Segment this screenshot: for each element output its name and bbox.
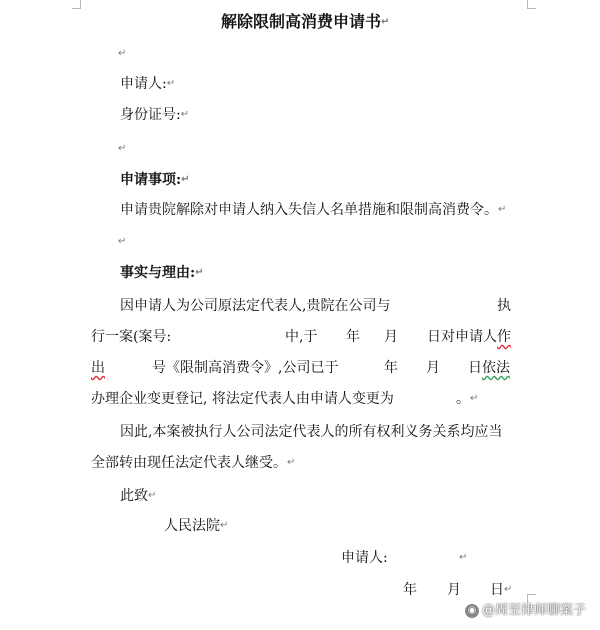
applicant-label: 申请人: (120, 76, 167, 92)
paragraph-mark-icon: ↵ (180, 109, 190, 120)
paragraph-mark-icon: ↵ (498, 204, 507, 215)
applicant-line (120, 74, 175, 94)
facts-line-3e-text: 日 (468, 360, 482, 376)
request-heading-text: 申请事项: (120, 172, 182, 188)
facts-heading (120, 263, 204, 283)
date-day-text: 日 (490, 582, 504, 598)
spell-flagged-word: 作 (497, 329, 511, 345)
facts-heading-text: 事实与理由: (120, 265, 196, 281)
date-year: 年 (403, 582, 417, 598)
date-day (490, 580, 512, 600)
facts-line-3a: 出 (91, 360, 105, 376)
watermark-logo-icon: ◉ (465, 604, 479, 618)
paragraph-mark-icon: ↵ (195, 267, 204, 278)
paragraph-mark-icon: ↵ (181, 174, 190, 185)
paragraph-mark-icon: ↵ (148, 490, 157, 501)
facts-line-2d: 月 (384, 329, 398, 345)
paragraph-mark-icon: ↵ (118, 236, 127, 247)
facts-line-2b: 中,于 (285, 329, 318, 345)
paragraph-mark-icon: ↵ (118, 143, 127, 154)
closing-text: 此致 (120, 488, 148, 504)
facts-line-3b: 号《限制高消费令》,公司已于 (152, 360, 339, 376)
court-text: 人民法院 (164, 518, 220, 534)
facts-line-2a: 行一案(案号: (91, 329, 172, 345)
facts-line-2c: 年 (346, 329, 360, 345)
paragraph-mark-icon: ↵ (220, 520, 229, 531)
paragraph-mark-icon: ↵ (459, 552, 468, 563)
request-heading (120, 170, 190, 190)
facts-line-4b-text: 。 (456, 391, 470, 407)
facts-line-4a: 办理企业变更登记, 将法定代表人由申请人变更为 (91, 391, 394, 407)
signature-label: 申请人: (341, 550, 388, 566)
paragraph-mark-icon: ↵ (118, 48, 127, 59)
watermark (465, 599, 586, 618)
request-text: 申请贵院解除对申请人纳入失信人名单措施和限制高消费令。 (120, 202, 498, 218)
page-corner-mark-top-right (527, 0, 536, 9)
facts-line-1a: 因申请人为公司原法定代表人,贵院在公司与 (120, 298, 391, 314)
paragraph-mark-icon: ↵ (470, 393, 479, 404)
facts-line-3d: 月 (426, 360, 440, 376)
facts-line-3c: 年 (384, 360, 398, 376)
facts-line-4b (456, 389, 478, 409)
date-month: 月 (447, 582, 461, 598)
page-corner-mark-top-left (72, 0, 81, 9)
paragraph-mark-icon: ↵ (504, 584, 513, 595)
facts-line-2e-text: 日对申请人 (427, 329, 497, 345)
closing-line (120, 486, 156, 506)
id-number-label: 身份证号: (120, 107, 181, 123)
facts-line-3e (468, 358, 510, 378)
paragraph-mark-icon: ↵ (287, 457, 296, 468)
facts-line-2e (427, 327, 511, 347)
id-number-line (120, 105, 189, 125)
title-text: 解除限制高消费申请书 (221, 12, 382, 31)
request-text-line (120, 200, 506, 220)
therefore-line-1: 因此,本案被执行人公司法定代表人的所有权利义务关系均应当 (120, 424, 503, 440)
therefore-line-2 (91, 453, 295, 473)
paragraph-mark-icon: ↵ (166, 78, 176, 89)
facts-line-1b: 执 (497, 298, 511, 314)
paragraph-mark-icon: ↵ (381, 16, 390, 28)
watermark-text: @周至律师聊案子 (481, 603, 586, 618)
court-line (164, 516, 228, 536)
therefore-line-2-text: 全部转由现任法定代表人继受。 (91, 455, 287, 471)
grammar-flagged-word: 依法 (482, 360, 510, 376)
document-title (221, 12, 389, 33)
